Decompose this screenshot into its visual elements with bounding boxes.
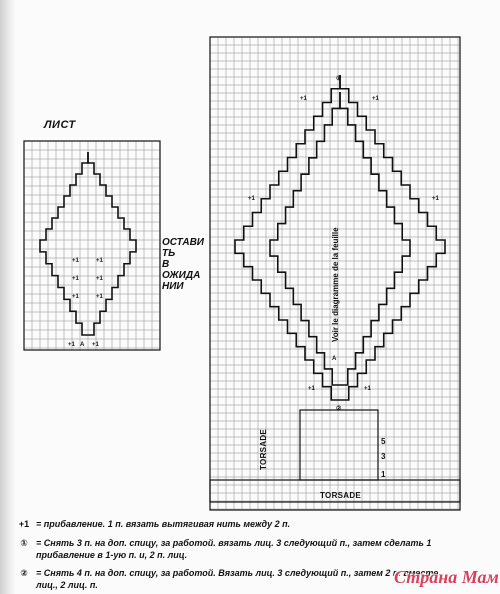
small-chart-grid-frame [24,141,160,350]
side-note-line: ОЖИДА [162,270,201,281]
big-chart-leaf-outer-right [340,75,445,400]
legend-item-cable-1 [18,537,431,549]
increase-symbol: +1 [18,519,30,529]
small-chart-center-marker: A [80,342,85,348]
small-chart-increase-mark: +1 [96,294,103,300]
side-note-line: НИИ [162,281,184,292]
legend-text: = прибавление. 1 п. вязать вытягивая нить между 2 п. [36,519,291,529]
small-chart-increase-mark: +1 [96,258,103,264]
big-chart-increase-mark: +1 [432,196,439,202]
legend-item-cable-1-cont [18,549,187,561]
legend-text: прибавление в 1-ую п. и, 2 п. лиц. [36,550,188,560]
leaf-diagram-reference: Voir le diagramme de la feuille [331,227,340,342]
side-note [162,237,204,292]
row-number: 5 [381,437,386,446]
big-chart-leaf-outer-left [235,75,340,400]
torsade-bottom-label: TORSADE [320,491,362,500]
site-watermark: Страна Мам [394,567,499,587]
cable-2-symbol: ② [20,568,28,578]
legend-item-cable-2-cont [18,579,98,591]
small-chart-increase-mark: +1 [92,342,99,348]
legend-text: лиц., 2 лиц. п. [36,580,98,590]
big-chart-increase-mark: +1 [300,96,307,102]
row-number: 1 [381,470,386,479]
side-note-line: ОСТАВИ [162,237,204,248]
torsade-side-label: TORSADE [259,428,268,470]
small-chart-title: ЛИСТ [44,119,76,131]
small-chart-increase-mark: +1 [72,258,79,264]
cable-1-symbol: ① [20,538,28,548]
small-chart-increase-mark: +1 [72,276,79,282]
cable-symbol-1: ① [336,76,342,82]
legend-text: = Снять 4 п. на доп. спицу, за работой. Вязать лиц. 3 следующий п., затем 2 п. вместе [36,568,439,578]
big-chart-increase-mark: +1 [308,386,315,392]
side-note-line: В [162,259,170,270]
side-note-line: ТЬ [162,248,176,259]
big-chart-increase-mark: +1 [364,386,371,392]
big-chart-center-marker: A [332,356,337,362]
cable-symbol-2: ② [336,406,342,412]
big-chart-increase-mark: +1 [248,196,255,202]
legend-item-cable-2 [18,567,438,579]
legend-text: = Снять 3 п. на доп. спицу, за работой. вязать лиц. 3 следующий п., затем сделать 1 [36,538,432,548]
legend-item-increase [18,518,290,530]
small-chart-increase-mark: +1 [68,342,75,348]
row-number: 3 [381,452,386,461]
small-chart-increase-mark: +1 [72,294,79,300]
small-chart-increase-mark: +1 [96,276,103,282]
big-chart-increase-mark: +1 [372,96,379,102]
